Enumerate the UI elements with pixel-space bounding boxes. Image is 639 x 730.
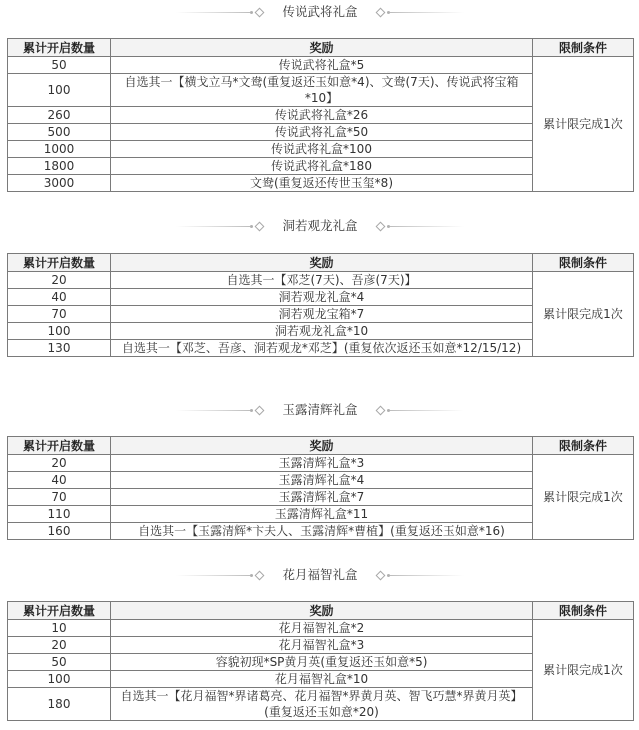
count-cell: 100 — [8, 671, 111, 688]
header-reward: 奖励 — [111, 39, 533, 57]
reward-table — [7, 253, 634, 357]
header-count: 累计开启数量 — [8, 254, 111, 272]
count-cell: 1000 — [8, 141, 111, 158]
reward-cell: 传说武将礼盒*50 — [111, 124, 533, 141]
reward-cell: 传说武将礼盒*26 — [111, 107, 533, 124]
reward-cell: 容貌初现*SP黄月英(重复返还玉如意*5) — [111, 654, 533, 671]
header-reward: 奖励 — [111, 602, 533, 620]
header-limit: 限制条件 — [533, 39, 634, 57]
reward-cell: 花月福智礼盒*3 — [111, 637, 533, 654]
count-cell: 1800 — [8, 158, 111, 175]
section-title: 花月福智礼盒 — [282, 567, 358, 582]
reward-cell: 文鸯(重复返还传世玉玺*8) — [111, 175, 533, 192]
table-row — [8, 620, 634, 637]
reward-cell: 自选其一【花月福智*界诸葛亮、花月福智*界黄月英、智飞巧慧*界黄月英】(重复返还玉如意*20) — [111, 688, 533, 721]
reward-cell: 玉露清辉礼盒*11 — [111, 506, 533, 523]
reward-table — [7, 436, 634, 540]
header-reward: 奖励 — [111, 254, 533, 272]
count-cell: 3000 — [8, 175, 111, 192]
count-cell: 100 — [8, 323, 111, 340]
header-count: 累计开启数量 — [8, 602, 111, 620]
reward-cell: 洞若观龙宝箱*7 — [111, 306, 533, 323]
table-row — [8, 272, 634, 289]
reward-cell: 玉露清辉礼盒*7 — [111, 489, 533, 506]
section-heading — [7, 218, 633, 234]
section-heading — [7, 567, 633, 583]
count-cell: 20 — [8, 455, 111, 472]
section-title: 传说武将礼盒 — [282, 4, 358, 19]
count-cell: 50 — [8, 654, 111, 671]
heading-ornament-left — [176, 223, 266, 230]
count-cell: 500 — [8, 124, 111, 141]
section-heading — [7, 4, 633, 20]
table-header-row — [8, 602, 634, 620]
heading-ornament-right — [374, 572, 464, 579]
heading-ornament-left — [176, 572, 266, 579]
count-cell: 130 — [8, 340, 111, 357]
heading-ornament-right — [374, 407, 464, 414]
count-cell: 110 — [8, 506, 111, 523]
section-title: 洞若观龙礼盒 — [282, 218, 358, 233]
reward-cell: 自选其一【横戈立马*文鸯(重复返还玉如意*4)、文鸯(7天)、传说武将宝箱*10】 — [111, 74, 533, 107]
heading-ornament-left — [176, 407, 266, 414]
table-header-row — [8, 437, 634, 455]
reward-table — [7, 601, 634, 721]
count-cell: 40 — [8, 289, 111, 306]
reward-cell: 传说武将礼盒*100 — [111, 141, 533, 158]
heading-ornament-right — [374, 223, 464, 230]
count-cell: 260 — [8, 107, 111, 124]
reward-cell: 花月福智礼盒*2 — [111, 620, 533, 637]
table-header-row — [8, 39, 634, 57]
reward-cell: 传说武将礼盒*5 — [111, 57, 533, 74]
header-limit: 限制条件 — [533, 254, 634, 272]
table-row — [8, 57, 634, 74]
count-cell: 70 — [8, 489, 111, 506]
count-cell: 40 — [8, 472, 111, 489]
section-title: 玉露清辉礼盒 — [282, 402, 358, 417]
reward-cell: 传说武将礼盒*180 — [111, 158, 533, 175]
limit-cell: 累计限完成1次 — [533, 272, 634, 357]
header-limit: 限制条件 — [533, 602, 634, 620]
count-cell: 50 — [8, 57, 111, 74]
count-cell: 10 — [8, 620, 111, 637]
count-cell: 160 — [8, 523, 111, 540]
count-cell: 20 — [8, 272, 111, 289]
header-reward: 奖励 — [111, 437, 533, 455]
heading-ornament-left — [176, 9, 266, 16]
reward-table — [7, 38, 634, 192]
reward-cell: 洞若观龙礼盒*10 — [111, 323, 533, 340]
limit-cell: 累计限完成1次 — [533, 455, 634, 540]
table-header-row — [8, 254, 634, 272]
section-heading — [7, 402, 633, 418]
header-count: 累计开启数量 — [8, 39, 111, 57]
header-count: 累计开启数量 — [8, 437, 111, 455]
reward-cell: 玉露清辉礼盒*3 — [111, 455, 533, 472]
count-cell: 70 — [8, 306, 111, 323]
heading-ornament-right — [374, 9, 464, 16]
count-cell: 180 — [8, 688, 111, 721]
limit-cell: 累计限完成1次 — [533, 57, 634, 192]
reward-cell: 自选其一【玉露清辉*卞夫人、玉露清辉*曹植】(重复返还玉如意*16) — [111, 523, 533, 540]
limit-cell: 累计限完成1次 — [533, 620, 634, 721]
reward-cell: 自选其一【邓芝、吾彦、洞若观龙*邓芝】(重复依次返还玉如意*12/15/12) — [111, 340, 533, 357]
reward-cell: 花月福智礼盒*10 — [111, 671, 533, 688]
reward-cell: 玉露清辉礼盒*4 — [111, 472, 533, 489]
reward-cell: 自选其一【邓芝(7天)、吾彦(7天)】 — [111, 272, 533, 289]
count-cell: 20 — [8, 637, 111, 654]
header-limit: 限制条件 — [533, 437, 634, 455]
reward-cell: 洞若观龙礼盒*4 — [111, 289, 533, 306]
count-cell: 100 — [8, 74, 111, 107]
table-row — [8, 455, 634, 472]
